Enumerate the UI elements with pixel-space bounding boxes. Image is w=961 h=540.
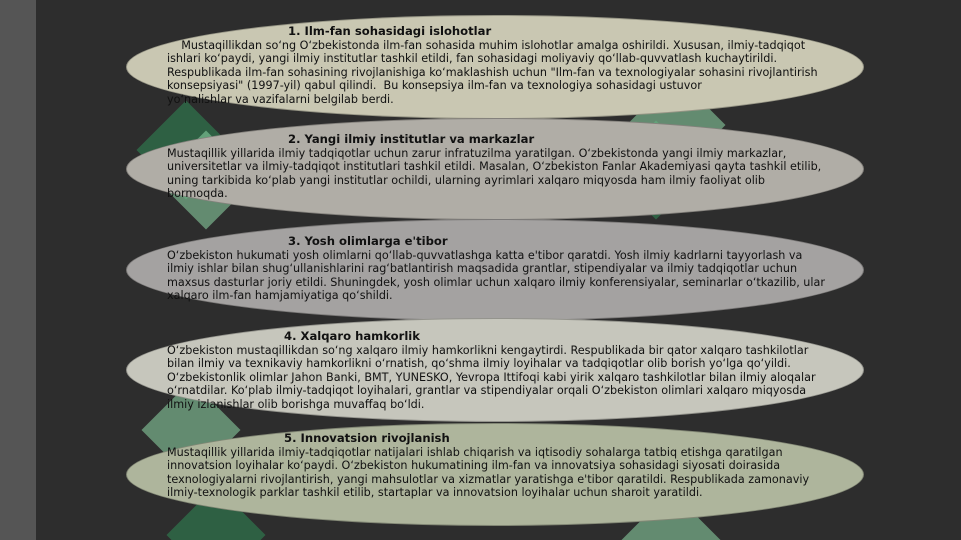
section-body: O‘zbekiston hukumati yosh olimlarni qo‘llab-quvvatlashga katta e'tibor qaratdi. Yosh ilmiy kadrlarni tayyorlash va ilmiy ishlar bilan shug‘ullanishlarini rag‘batlantirish maqsadida grantlar, stipendiyalar va ilmiy tadqiqotlar uchun maxsus dasturlar joriy etildi. Shuningdek, yosh olimlar uchun xalqaro ilmiy konferensiyalar, seminarlar o‘tkazilib, ular xalqaro ilm-fan hamjamiyatiga qo‘shildi. <box>167 248 825 303</box>
section-4 <box>167 330 827 412</box>
section-title: 4. Xalqaro hamkorlik <box>284 329 420 343</box>
section-title: 1. Ilm-fan sohasidagi islohotlar <box>288 24 492 38</box>
section-body: Mustaqillikdan so‘ng O‘zbekistonda ilm-fan sohasida muhim islohotlar amalga oshirildi. Xususan, ilmiy-tadqiqot ishlari ko‘paydi, yangi ilmiy institutlar tashkil etildi, fan sohasidagi moliyaviy qo‘llab-quvvatlash kuchaytirildi. Respublikada ilm-fan sohasining rivojlanishiga ko‘maklashish uchun "Ilm-fan va texnologiyalar sohasini rivojlantirish konsepsiyasi" (1997-yil) qabul qilindi. Bu konsepsiya ilm-fan va texnologiya sohasidagi ustuvor yo‘nalishlar va vazifalarni belgilab berdi. <box>167 38 822 106</box>
section-1 <box>167 25 827 107</box>
section-body: Mustaqillik yillarida ilmiy tadqiqotlar uchun zarur infratuzilma yaratilgan. O‘zbekistonda yangi ilmiy markazlar, universitetlar va ilmiy-tadqiqot institutlari tashkil etildi. Masalan, O‘zbekiston Fanlar Akademiyasi qayta tashkil etilib, uning tarkibida ko‘plab yangi institutlar ochildi, ularning ayrimlari xalqaro miqyosda ham ilmiy faoliyat olib bormoqda. <box>167 146 822 201</box>
section-title: 2. Yangi ilmiy institutlar va markazlar <box>288 132 535 146</box>
section-title: 5. Innovatsion rivojlanish <box>284 431 450 445</box>
section-2 <box>167 133 827 201</box>
section-title: 3. Yosh olimlarga e'tibor <box>288 234 448 248</box>
section-3 <box>167 235 827 303</box>
section-body: O‘zbekiston mustaqillikdan so‘ng xalqaro ilmiy hamkorlikni kengaytirdi. Respublikada bir qator xalqaro tashkilotlar bilan ilmiy va texnikaviy hamkorlikni o‘rnatish, qo‘shma ilmiy loyihalar va tadqiqotlar olib borish yo‘lga qo‘yildi. O‘zbekistonlik olimlar Jahon Banki, BMT, YUNESKO, Yevropa Ittifoqi kabi yirik xalqaro tashkilotlar bilan ilmiy aloqalar o‘rnatdilar. Ko‘plab ilmiy-tadqiqot loyihalari, grantlar va stipendiyalar orqali O‘zbekiston olimlari xalqaro miqyosda ilmiy izlanishlar olib borishga muvaffaq bo‘ldi. <box>167 343 816 411</box>
left-sidebar-strip <box>0 0 36 540</box>
section-5 <box>167 432 827 500</box>
section-body: Mustaqillik yillarida ilmiy-tadqiqotlar natijalari ishlab chiqarish va iqtisodiy sohalarga tatbiq etishga qaratilgan innovatsion loyihalar ko‘paydi. O‘zbekiston hukumatining ilm-fan va innovatsiya sohasidagi siyosati doirasida texnologiyalarni rivojlantirish, yangi mahsulotlar va xizmatlar yaratishga e'tibor qaratildi. Respublikada zamonaviy ilmiy-texnologik parklar tashkil etilib, startaplar va innovatsion loyihalar uchun sharoit yaratildi. <box>167 445 810 500</box>
